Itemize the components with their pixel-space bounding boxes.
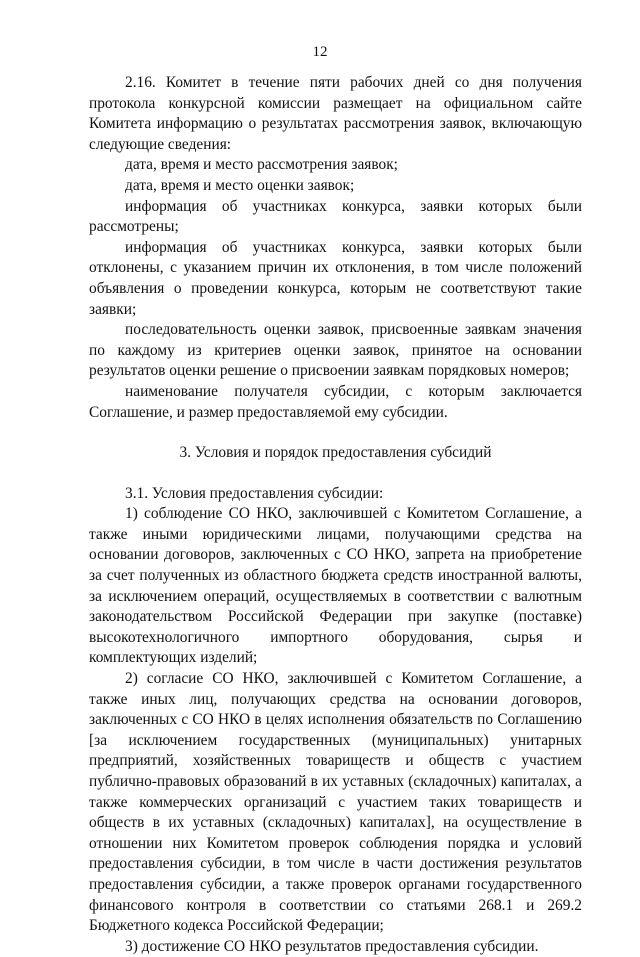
condition-1: 1) соблюдение СО НКО, заключившей с Комитетом Соглашение, а также иными юридическими лицами, получающими средства на основании договоров, заключенных с СО НКО, запрета на приобретение за счет полученных из областного бюджета средств иностранной валюты, за исключением операций, осуществляемых в соответствии с валютным законодательством Российской Федерации при закупке (поставке) высокотехнологичного импортного оборудования, сырья и комплектующих изделий; [89, 505, 582, 667]
paragraph-3-1: 3.1. Условия предоставления субсидии: [125, 484, 384, 502]
section-heading: 3. Условия и порядок предоставления субсидий [179, 444, 492, 462]
list-item-reviewed-participants: информация об участниках конкурса, заявки которых были рассмотрены; [89, 197, 582, 236]
document-body [89, 73, 582, 957]
list-item-recipient-name: наименование получателя субсидии, с которым заключается Соглашение, и размер предоставляемой ему субсидии. [89, 382, 582, 421]
list-item-evaluation-date: дата, время и место оценки заявок; [125, 176, 355, 194]
condition-2: 2) согласие СО НКО, заключившей с Комитетом Соглашение, а также иных лиц, получающих средства на основании договоров, заключенных с СО НКО в целях исполнения обязательств по Соглашению [за исключением государственных (муниципальных) унитарных предприятий, хозяйственных товариществ и обществ с участием публично-правовых образований в их уставных (складочных) капиталах, а также коммерческих организаций с участием таких товариществ и обществ в их уставных (складочных) капиталах], на осуществление в отношении них Комитетом проверок соблюдения порядка и условий предоставления субсидии, в том числе в части достижения результатов предоставления субсидии, а также проверок органами государственного финансового контроля в соответствии со статьями 268.1 и 269.2 Бюджетного кодекса Российской Федерации; [89, 670, 582, 935]
list-item-review-date: дата, время и место рассмотрения заявок; [125, 156, 398, 174]
list-item-evaluation-sequence: последовательность оценки заявок, присвоенные заявкам значения по каждому из критериев оценки заявок, принятое на основании результатов оценки решение о присвоении заявкам порядковых номеров; [89, 321, 582, 380]
condition-3: 3) достижение СО НКО результатов предоставления субсидии. [125, 937, 539, 955]
list-item-rejected-participants: информация об участниках конкурса, заявки которых были отклонены, с указанием причин их отклонения, в том числе положений объявления о проведении конкурса, которым не соответствуют такие заявки; [89, 238, 582, 318]
page-number: 12 [312, 44, 328, 60]
paragraph-2-16: 2.16. Комитет в течение пяти рабочих дней со дня получения протокола конкурсной комиссии размещает на официальном сайте Комитета информацию о результатах рассмотрения заявок, включающую следующие сведения: [89, 74, 582, 153]
